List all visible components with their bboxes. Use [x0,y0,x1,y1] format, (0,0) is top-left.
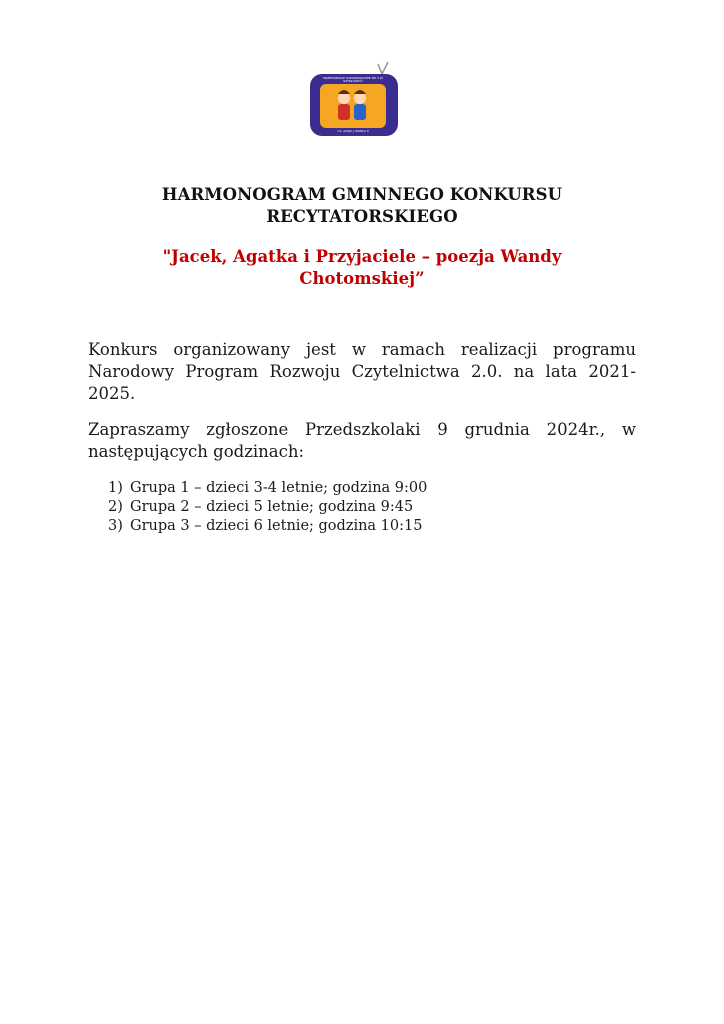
list-item [108,498,636,517]
document-subtitle [88,246,636,290]
subtitle-line-2: Chotomskiej” [299,269,425,288]
logo-bottom-text: UL. ALEJA J. PAWŁA II [337,129,369,133]
list-item-number: 2) [108,499,123,515]
list-item-text: Grupa 2 – dzieci 5 letnie; godzina 9:45 [130,499,414,515]
list-item [108,517,636,536]
list-item-number: 1) [108,480,123,496]
title-line-1: HARMONOGRAM GMINNEGO KONKURSU [161,185,563,204]
title-line-2: RECYTATORSKIEGO [266,207,458,226]
list-item-text: Grupa 1 – dzieci 3-4 letnie; godzina 9:00 [130,480,428,496]
list-item-text: Grupa 3 – dzieci 6 letnie; godzina 10:15 [130,518,423,534]
document-body [88,339,636,536]
school-logo [308,60,404,140]
program-paragraph: Konkurs organizowany jest w ramach realizacji programu Narodowy Program Rozwoju Czytelnictwa 2.0. na lata 2021-2025. [88,340,636,403]
group-schedule-list [88,479,636,536]
tv-logo-icon [308,60,404,140]
invitation-paragraph: Zapraszamy zgłoszone Przedszkolaki 9 grudnia 2024r., w następujących godzinach: [88,420,636,461]
document-title [88,184,636,228]
title-block [88,184,636,290]
list-item [108,479,636,498]
logo-top-text: PRZEDSZKOLE SAMORZĄDOWE NR 3 W SZYDŁOWCU [323,77,383,84]
subtitle-line-1: "Jacek, Agatka i Przyjaciele – poezja Wandy [162,247,562,266]
list-item-number: 3) [108,518,123,534]
